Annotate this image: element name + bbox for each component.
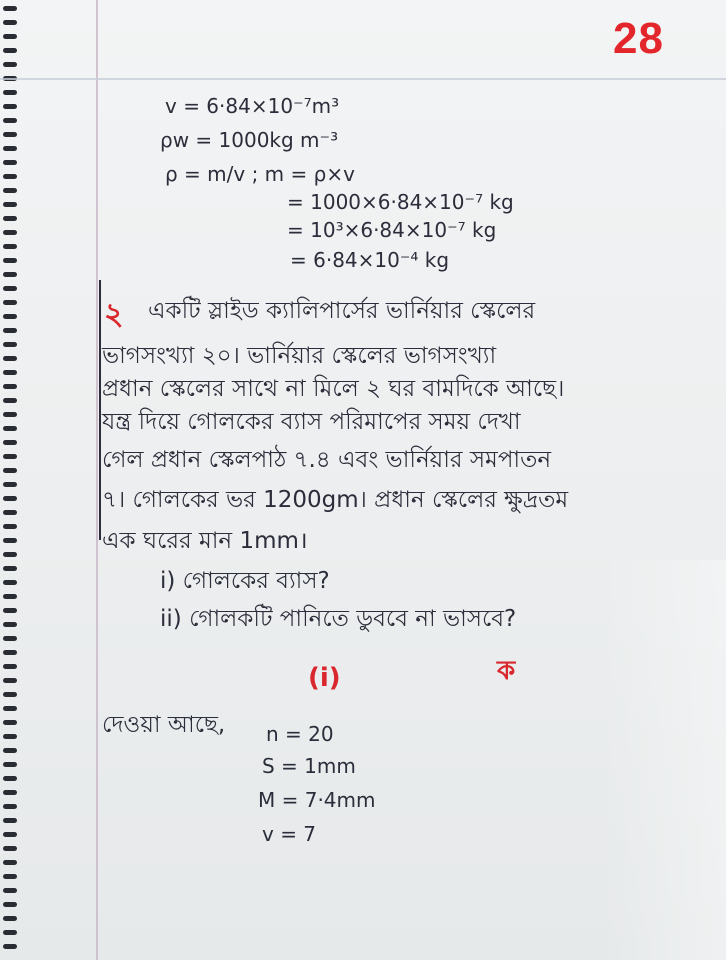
- question-part-i: i) গোলকের ব্যাস?: [160, 568, 330, 594]
- spiral-hole: [3, 272, 17, 277]
- spiral-hole: [3, 762, 17, 767]
- spiral-hole: [3, 902, 17, 907]
- spiral-hole: [3, 804, 17, 809]
- spiral-hole: [3, 300, 17, 305]
- calc-line-water-density: ρw = 1000kg m⁻³: [160, 128, 339, 152]
- question-line-4: যন্ত্র দিয়ে গোলকের ব্যাস পরিমাপের সময় দেখা: [102, 409, 521, 435]
- spiral-hole: [3, 328, 17, 333]
- spiral-hole: [3, 34, 17, 39]
- spiral-binding: [0, 0, 22, 960]
- spiral-hole: [3, 370, 17, 375]
- spiral-hole: [3, 90, 17, 95]
- spiral-hole: [3, 230, 17, 235]
- question-line-1: একটি স্লাইড ক্যালিপার্সের ভার্নিয়ার স্কেলের: [148, 298, 536, 324]
- spiral-hole: [3, 146, 17, 151]
- spiral-hole: [3, 706, 17, 711]
- spiral-hole: [3, 790, 17, 795]
- given-label: দেওয়া আছে,: [102, 712, 226, 738]
- spiral-hole: [3, 944, 17, 949]
- spiral-hole: [3, 748, 17, 753]
- header-rule: [0, 78, 726, 80]
- spiral-hole: [3, 846, 17, 851]
- spiral-hole: [3, 930, 17, 935]
- spiral-hole: [3, 860, 17, 865]
- spiral-hole: [3, 664, 17, 669]
- spiral-hole: [3, 118, 17, 123]
- calc-line-result: = 6·84×10⁻⁴ kg: [290, 248, 450, 272]
- spiral-hole: [3, 412, 17, 417]
- spiral-hole: [3, 678, 17, 683]
- page-number: 28: [613, 14, 664, 63]
- calc-line-volume: v = 6·84×10⁻⁷m³: [165, 94, 340, 118]
- answer-part-label: (i): [308, 663, 341, 693]
- calc-line-density-formula: ρ = m/v ; m = ρ×v: [165, 162, 355, 186]
- spiral-hole: [3, 48, 17, 53]
- question-line-6: ৭। গোলকের ভর 1200gm। প্রধান স্কেলের ক্ষুদ্রতম: [102, 487, 569, 513]
- spiral-hole: [3, 510, 17, 515]
- spiral-hole: [3, 174, 17, 179]
- paper-glare: [600, 560, 726, 960]
- question-part-ii: ii) গোলকটি পানিতে ডুববে না ভাসবে?: [160, 606, 517, 632]
- spiral-hole: [3, 188, 17, 193]
- question-line-2: ভাগসংখ্যা ২০। ভার্নিয়ার স্কেলের ভাগসংখ্যা: [102, 343, 497, 369]
- spiral-hole: [3, 356, 17, 361]
- spiral-hole: [3, 104, 17, 109]
- answer-part-letter: ক: [497, 656, 516, 686]
- margin-line: [96, 0, 98, 960]
- spiral-hole: [3, 734, 17, 739]
- spiral-hole: [3, 874, 17, 879]
- spiral-hole: [3, 552, 17, 557]
- spiral-hole: [3, 636, 17, 641]
- calc-line-step-1: = 1000×6·84×10⁻⁷ kg: [287, 190, 514, 214]
- spiral-hole: [3, 440, 17, 445]
- spiral-hole: [3, 482, 17, 487]
- given-s: S = 1mm: [262, 754, 356, 778]
- spiral-hole: [3, 832, 17, 837]
- given-n: n = 20: [266, 722, 334, 746]
- spiral-hole: [3, 776, 17, 781]
- spiral-hole: [3, 622, 17, 627]
- given-m: M = 7·4mm: [258, 788, 376, 812]
- spiral-hole: [3, 496, 17, 501]
- question-line-3: প্রধান স্কেলের সাথে না মিলে ২ ঘর বামদিকে আছে।: [102, 376, 565, 402]
- spiral-hole: [3, 692, 17, 697]
- calc-line-step-2: = 10³×6·84×10⁻⁷ kg: [287, 218, 497, 242]
- spiral-hole: [3, 468, 17, 473]
- spiral-hole: [3, 580, 17, 585]
- question-number: ২: [104, 297, 124, 332]
- spiral-hole: [3, 916, 17, 921]
- spiral-hole: [3, 594, 17, 599]
- spiral-hole: [3, 202, 17, 207]
- spiral-hole: [3, 286, 17, 291]
- spiral-hole: [3, 818, 17, 823]
- spiral-hole: [3, 454, 17, 459]
- question-bracket: [99, 280, 101, 540]
- spiral-hole: [3, 650, 17, 655]
- spiral-hole: [3, 384, 17, 389]
- spiral-hole: [3, 20, 17, 25]
- spiral-hole: [3, 398, 17, 403]
- spiral-hole: [3, 314, 17, 319]
- spiral-hole: [3, 566, 17, 571]
- spiral-hole: [3, 888, 17, 893]
- spiral-hole: [3, 132, 17, 137]
- spiral-hole: [3, 608, 17, 613]
- spiral-hole: [3, 524, 17, 529]
- spiral-hole: [3, 6, 17, 11]
- spiral-hole: [3, 720, 17, 725]
- spiral-hole: [3, 538, 17, 543]
- spiral-hole: [3, 258, 17, 263]
- question-line-7: এক ঘরের মান 1mm।: [102, 528, 308, 554]
- spiral-hole: [3, 244, 17, 249]
- spiral-hole: [3, 426, 17, 431]
- question-line-5: গেল প্রধান স্কেলপাঠ ৭.৪ এবং ভার্নিয়ার সমপাতন: [102, 447, 552, 473]
- spiral-hole: [3, 62, 17, 67]
- given-v: v = 7: [262, 822, 317, 846]
- spiral-hole: [3, 160, 17, 165]
- spiral-hole: [3, 342, 17, 347]
- spiral-hole: [3, 216, 17, 221]
